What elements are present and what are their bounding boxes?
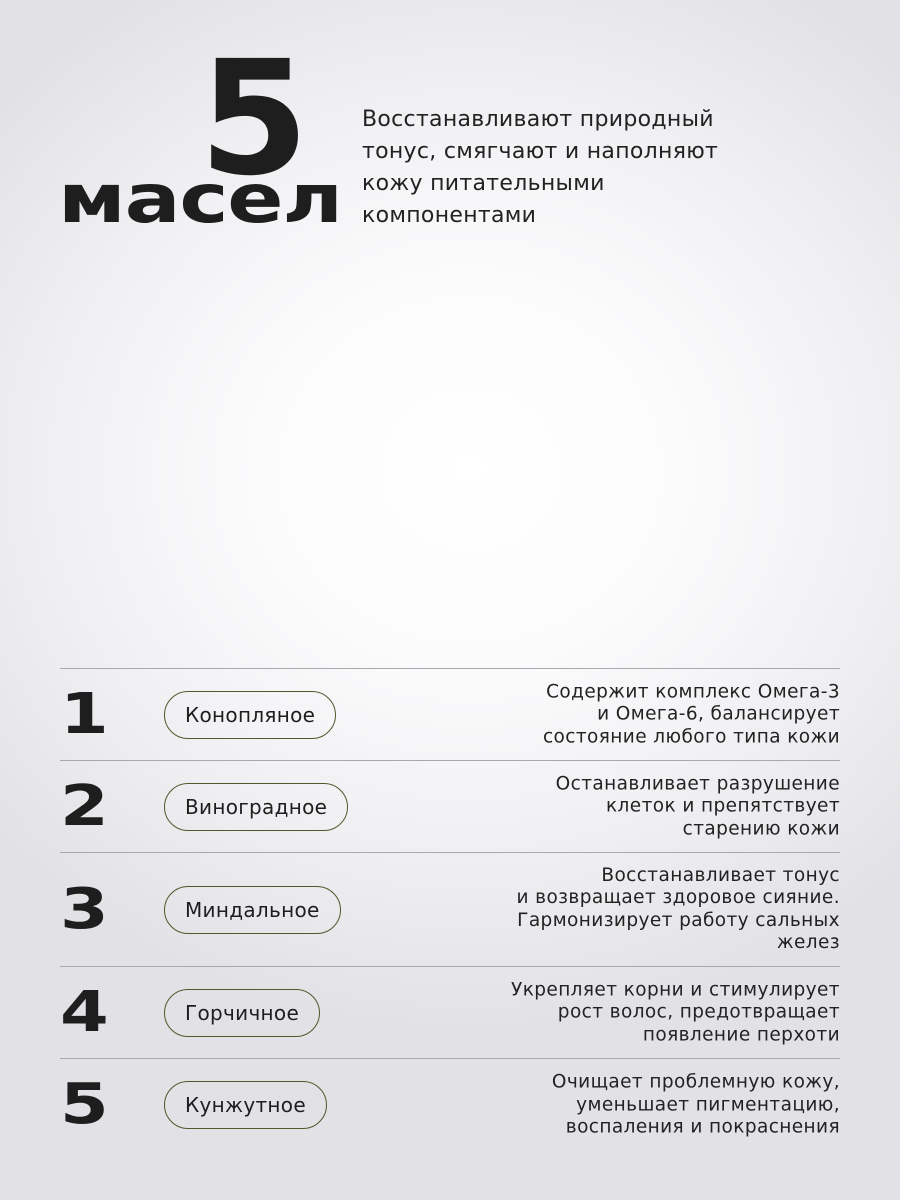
headline-number: 5 xyxy=(199,27,307,211)
intro-text: Восстанавливают природный тонус, смягчают и наполняют кожу питательными компонентами xyxy=(362,107,719,228)
headline-word: масел xyxy=(58,160,342,239)
oil-name-pill: Кунжутное xyxy=(164,1081,327,1129)
oil-description: Останавливает разрушение клеток и препятствует старению кожи xyxy=(555,772,840,839)
header xyxy=(0,0,900,300)
oil-description: Укрепляет корни и стимулирует рост волос, предотвращает появление перхоти xyxy=(511,978,840,1045)
oil-name-pill: Миндальное xyxy=(164,886,341,934)
oil-name-pill: Горчичное xyxy=(164,989,320,1037)
oil-name-pill: Виноградное xyxy=(164,783,348,831)
oil-index: 4 xyxy=(60,979,109,1045)
oil-index: 2 xyxy=(60,773,109,839)
oil-row-almond xyxy=(60,853,840,967)
oil-index: 3 xyxy=(60,876,109,942)
oil-row-mustard xyxy=(60,967,840,1059)
oil-description: Содержит комплекс Омега-3 и Омега-6, балансирует состояние любого типа кожи xyxy=(542,680,840,747)
oil-index: 1 xyxy=(60,681,109,747)
oil-name-pill: Конопляное xyxy=(164,691,336,739)
oil-row-grape xyxy=(60,761,840,853)
oil-row-hemp xyxy=(60,669,840,761)
oil-list xyxy=(60,668,840,1151)
oil-description: Восстанавливает тонус и возвращает здоровое сияние. Гармонизирует работу сальных желез xyxy=(516,864,840,953)
oil-index: 5 xyxy=(60,1072,109,1137)
oil-description: Очищает проблемную кожу, уменьшает пигментацию, воспаления и покраснения xyxy=(551,1071,840,1138)
oil-row-sesame xyxy=(60,1059,840,1151)
